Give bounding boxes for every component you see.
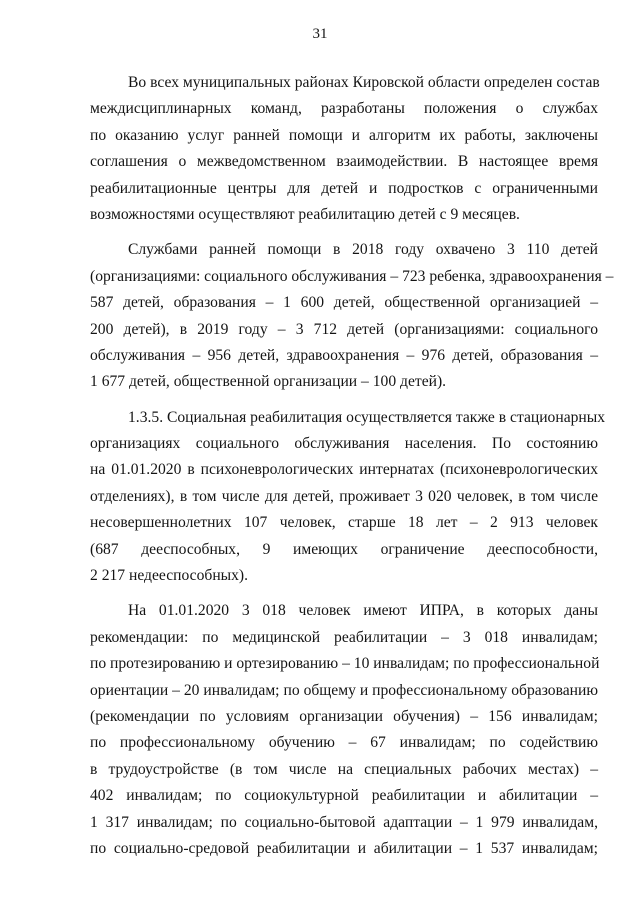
- text-line: 587 детей, образования – 1 600 детей, общественной организацией –: [90, 294, 598, 312]
- paragraph-gap: [90, 228, 598, 237]
- text-line: 1.3.5. Социальная реабилитация осуществляется также в стационарных: [128, 408, 606, 426]
- page-number: 31: [312, 26, 328, 42]
- text-line: На 01.01.2020 3 018 человек имеют ИПРА, в которых даны: [128, 602, 598, 620]
- text-line: 200 детей), в 2019 году – 3 712 детей (организациями: социального: [90, 320, 598, 338]
- paragraph-gap: [90, 396, 598, 405]
- text-line: реабилитационные центры для детей и подростков с ограниченными: [90, 179, 598, 197]
- text-line: отделениях), в том числе для детей, проживает 3 020 человек, в том числе: [90, 487, 598, 505]
- text-line: 2 217 недееспособных).: [90, 567, 249, 585]
- paragraph-gap: [90, 589, 598, 598]
- text-line: (687 дееспособных, 9 имеющих ограничение дееспособности,: [90, 540, 598, 558]
- text-line: несовершеннолетних 107 человек, старше 18 лет – 2 913 человек: [90, 514, 598, 532]
- text-line: 1 677 детей, общественной организации – 100 детей).: [90, 373, 447, 391]
- text-line: 402 инвалидам; по социокультурной реабилитации и абилитации –: [90, 787, 598, 805]
- text-line: Службами ранней помощи в 2018 году охвачено 3 110 детей: [128, 241, 598, 259]
- text-line: в трудоустройстве (в том числе на специальных рабочих местах) –: [90, 760, 598, 778]
- paragraph-2: [90, 237, 614, 395]
- text-line: на 01.01.2020 в психоневрологических интернатах (психоневрологических: [90, 461, 598, 479]
- text-line: по оказанию услуг ранней помощи и алгоритм их работы, заключены: [90, 126, 598, 144]
- paragraph-3: [90, 405, 606, 590]
- text-line: соглашения о межведомственном взаимодействии. В настоящее время: [90, 153, 598, 171]
- text-line: (рекомендации по условиям организации обучения) – 156 инвалидам;: [90, 707, 598, 725]
- text-line: возможностями осуществляют реабилитацию детей с 9 месяцев.: [90, 205, 520, 223]
- text-line: по социально-средовой реабилитации и абилитации – 1 537 инвалидам;: [90, 839, 598, 857]
- text-line: ориентации – 20 инвалидам; по общему и профессиональному образованию: [90, 681, 598, 699]
- text-line: рекомендации: по медицинской реабилитации – 3 018 инвалидам;: [90, 628, 598, 646]
- text-line: (организациями: социального обслуживания – 723 ребенка, здравоохранения –: [90, 267, 614, 285]
- text-line: Во всех муниципальных районах Кировской области определен состав: [128, 74, 600, 91]
- text-line: по протезированию и ортезированию – 10 инвалидам; по профессиональной: [90, 655, 600, 673]
- paragraph-4: [90, 598, 598, 862]
- text-line: по профессиональному обучению – 67 инвалидам; по содействию: [90, 734, 598, 752]
- paragraph-1: [90, 70, 598, 228]
- text-line: междисциплинарных команд, разработаны положения о службах: [90, 100, 598, 118]
- text-line: организациях социального обслуживания населения. По состоянию: [90, 435, 598, 453]
- text-line: 1 317 инвалидам; по социально-бытовой адаптации – 1 979 инвалидам,: [90, 813, 598, 831]
- document-body: [90, 70, 614, 862]
- text-line: обслуживания – 956 детей, здравоохранения – 976 детей, образования –: [90, 346, 598, 364]
